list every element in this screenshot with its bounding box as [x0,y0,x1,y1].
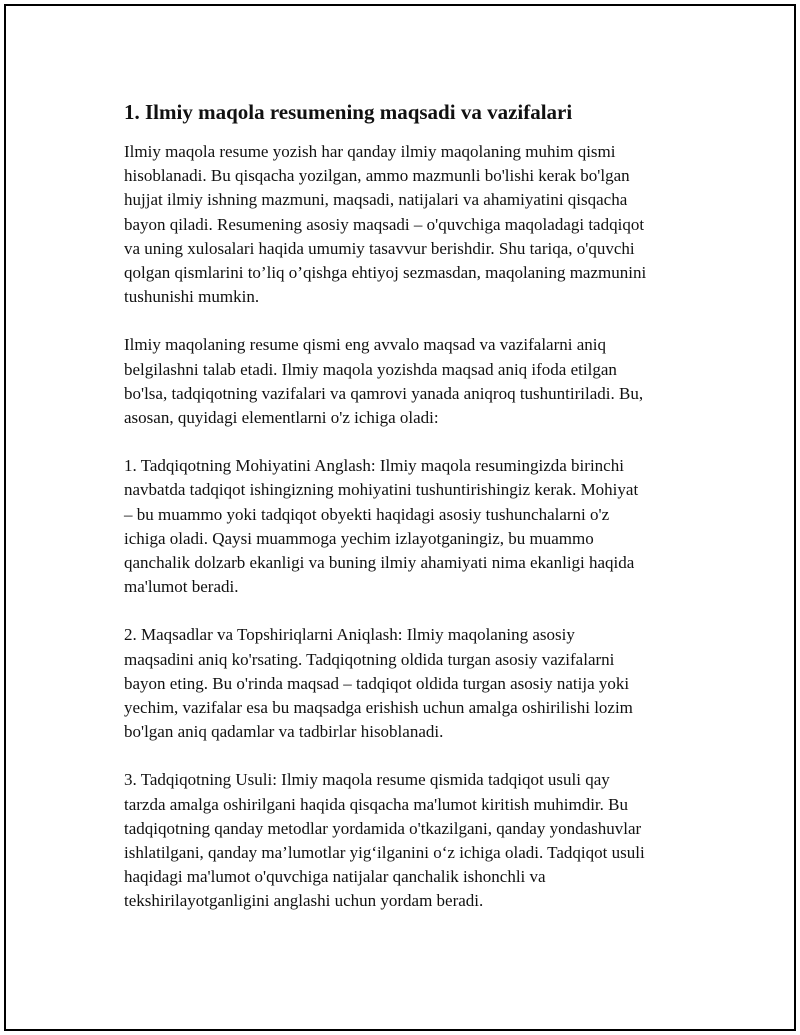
paragraph-intro: Ilmiy maqola resume yozish har qanday ilmiy maqolaning muhim qismi hisoblanadi. Bu qisqacha yozilgan, ammo mazmunli bo'lishi kerak bo'lgan hujjat ilmiy ishning mazmuni, maqsadi, natijalari va ahamiyatini qisqacha bayon qiladi. Resumening asosiy maqsadi – o'quvchiga maqoladagi tadqiqot va uning xulosalari haqida umumiy tasavvur berishdir. Shu tariqa, o'quvchi qolgan qismlarini to’liq o’qishga ehtiyoj sezmasdan, maqolaning mazmunini tushunishi mumkin. [124,142,647,307]
paragraph-item-1: 1. Tadqiqotning Mohiyatini Anglash: Ilmiy maqola resumingizda birinchi navbatda tadqiqot ishingizning mohiyatini tushuntirishingiz kerak. Mohiyat – bu muammo yoki tadqiqot obyekti haqidagi asosiy tushunchalarni o'z ichiga oladi. Qaysi muammoga yechim izlayotganingiz, bu muammo qanchalik dolzarb ekanligi va buning ilmiy ahamiyati nima ekanligi haqida ma'lumot beradi. [124,456,639,597]
paragraph-goals: Ilmiy maqolaning resume qismi eng avvalo maqsad va vazifalarni aniq belgilashni talab etadi. Ilmiy maqola yozishda maqsad aniq ifoda etilgan bo'lsa, tadqiqotning vazifalari va qamrovi yanada aniqroq tushuntiriladi. Bu, asosan, quyidagi elementlarni o'z ichiga oladi: [124,335,644,428]
paragraph-item-2: 2. Maqsadlar va Topshiriqlarni Aniqlash: Ilmiy maqolaning asosiy maqsadini aniq ko'rsating. Tadqiqotning oldida turgan asosiy vazifalarni bayon eting. Bu o'rinda maqsad – tadqiqot oldida turgan asosiy natija yoki yechim, vazifalar esa bu maqsadga erishish uchun amalga oshirilishi lozim bo'lgan aniq qadamlar va tadbirlar hisoblanadi. [124,625,633,742]
document-body [124,98,704,938]
page-frame [4,4,796,1031]
section-heading: 1. Ilmiy maqola resumening maqsadi va vazifalari [124,100,573,124]
paragraph-item-3: 3. Tadqiqotning Usuli: Ilmiy maqola resume qismida tadqiqot usuli qay tarzda amalga oshirilgani haqida qisqacha ma'lumot kiritish muhimdir. Bu tadqiqotning qanday metodlar yordamida o'tkazilgani, qanday yondashuvlar ishlatilgani, qanday ma’lumotlar yig‘ilganini o‘z ichiga oladi. Tadqiqot usuli haqidagi ma'lumot o'quvchiga natijalar qanchalik ishonchli va tekshirilayotganligini anglashi uchun yordam beradi. [124,770,645,911]
